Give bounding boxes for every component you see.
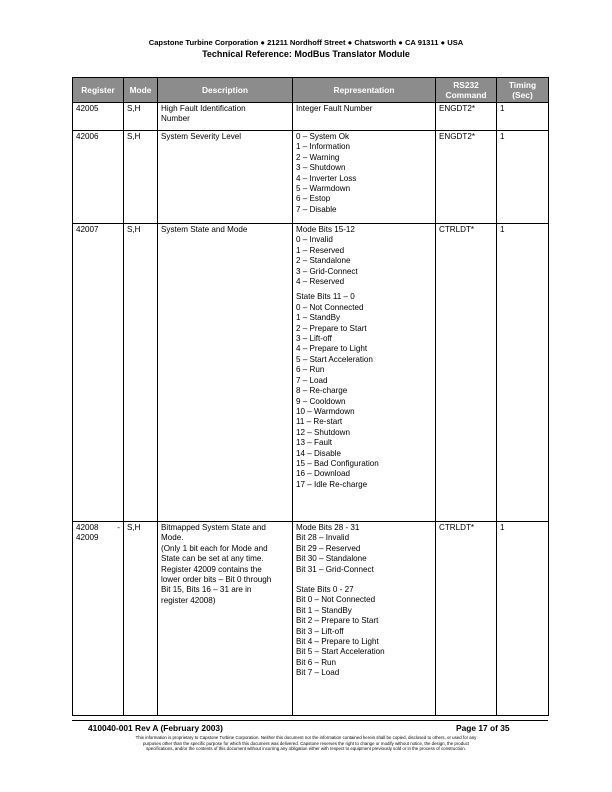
mode-cell: S,H <box>124 224 158 522</box>
timing-cell: 1 <box>497 522 549 716</box>
description-line: Number <box>161 114 190 124</box>
description-line: Register 42009 contains the <box>161 564 262 574</box>
command-cell: ENGDT2* <box>436 103 497 131</box>
col-header-mode: Mode <box>124 78 158 103</box>
representation-line: 4 – Reserved <box>296 277 345 287</box>
mode-bits-heading: Mode Bits 15-12 <box>296 225 355 234</box>
representation-line: Bit 3 – Lift-off <box>296 626 344 636</box>
description-line: register 42008) <box>161 595 216 605</box>
representation-line: Integer Fault Number <box>296 104 373 113</box>
col-header-timing <box>497 78 549 103</box>
representation-line: 14 – Disable <box>296 448 341 458</box>
representation-line: 16 – Download <box>296 469 350 479</box>
description-line: Bitmapped System State and <box>161 523 266 532</box>
proprietary-notice <box>96 735 516 752</box>
command-cell: ENGDT2* <box>436 131 497 224</box>
representation-line: Bit 4 – Prepare to Light <box>296 637 379 647</box>
table-header-row <box>73 78 549 103</box>
representation-line: Bit 7 – Load <box>296 668 340 678</box>
representation-line: 2 – Standalone <box>296 256 351 266</box>
timing-unit-label: (Sec) <box>512 90 533 100</box>
representation-line: Bit 28 – Invalid <box>296 533 350 543</box>
table-row <box>73 224 549 522</box>
representation-line: 5 – Warmdown <box>296 184 351 194</box>
description-line: State can be set at any time. <box>161 554 264 564</box>
footer-divider <box>72 720 548 721</box>
command-cell: CTRLDT* <box>436 522 497 716</box>
notice-line: This information is proprietary to Capstone Turbine Corporation. Neither this document nor the information contained herein shall be copied, disclosed to others, or used for any <box>135 735 477 740</box>
register-end: 42009 <box>76 533 99 543</box>
notice-line: specifications, and/or the contents of this document without incurring any obligation either with respect to equipment previously sold or in the process of construction. <box>146 746 466 752</box>
representation-line: 2 – Warning <box>296 152 340 162</box>
representation-line: 1 – Reserved <box>296 245 345 255</box>
representation-line: 17 – Idle Re-charge <box>296 479 368 489</box>
register-range-dash: - <box>117 523 120 532</box>
representation-line: 15 – Bad Configuration <box>296 458 379 468</box>
representation-cell <box>293 522 436 716</box>
representation-line: 13 – Fault <box>296 438 332 448</box>
description-line: Bit 15, Bits 16 – 31 are in <box>161 585 252 595</box>
representation-line: 3 – Shutdown <box>296 163 346 173</box>
representation-cell <box>293 103 436 131</box>
representation-line: Bit 29 – Reserved <box>296 543 361 553</box>
mode-cell: S,H <box>124 103 158 131</box>
table-row <box>73 103 549 131</box>
representation-line: Bit 5 – Start Acceleration <box>296 647 385 657</box>
representation-cell <box>293 224 436 522</box>
representation-line: Bit 6 – Run <box>296 657 337 667</box>
col-header-rs232-command <box>436 78 497 103</box>
command-label: Command <box>445 90 487 100</box>
representation-line: 4 – Prepare to Light <box>296 344 368 354</box>
description-cell <box>158 131 293 224</box>
description-line: System Severity Level <box>161 132 242 141</box>
command-cell: CTRLDT* <box>436 224 497 522</box>
representation-line: Bit 0 – Not Connected <box>296 595 376 605</box>
notice-line: purposes other than the specific purpose for which this document was delivered. Capstone reserves the right to change or modify without notice, the design, the product <box>142 740 470 746</box>
description-line: High Fault Identification <box>161 104 246 113</box>
description-cell <box>158 103 293 131</box>
representation-line: 9 – Cooldown <box>296 396 346 406</box>
representation-line: Bit 2 – Prepare to Start <box>296 616 379 626</box>
company-header: Capstone Turbine Corporation ● 21211 Nordhoff Street ● Chatsworth ● CA 91311 ● USA <box>148 38 464 47</box>
representation-line: 1 – StandBy <box>296 313 341 323</box>
representation-line: 8 – Re-charge <box>296 386 348 396</box>
description-line: (Only 1 bit each for Mode and <box>161 543 268 553</box>
table-row <box>73 522 549 716</box>
representation-line: Bit 31 – Grid-Connect <box>296 564 374 574</box>
representation-line: 5 – Start Acceleration <box>296 354 373 364</box>
page-number: Page 17 of 35 <box>456 723 510 733</box>
state-bits-heading: State Bits 0 - 27 <box>296 585 354 595</box>
register-start: 42008 <box>76 523 99 532</box>
representation-line: Bit 1 – StandBy <box>296 605 352 615</box>
register-table <box>72 77 549 716</box>
timing-cell: 1 <box>497 103 549 131</box>
representation-line: 7 – Disable <box>296 204 337 214</box>
mode-bits-heading: Mode Bits 28 - 31 <box>296 523 360 532</box>
representation-line: 4 – Inverter Loss <box>296 173 357 183</box>
representation-line: 0 – System Ok <box>296 132 350 141</box>
col-header-description: Description <box>158 78 293 103</box>
description-cell <box>158 522 293 716</box>
representation-line: 11 – Re-start <box>296 417 343 427</box>
representation-line: 6 – Estop <box>296 194 331 204</box>
col-header-register: Register <box>73 78 124 103</box>
representation-line: 3 – Grid-Connect <box>296 266 358 276</box>
col-header-representation: Representation <box>293 78 436 103</box>
register-cell: 42005 <box>73 103 124 131</box>
representation-line: 0 – Invalid <box>296 235 333 245</box>
representation-cell <box>293 131 436 224</box>
table-row <box>73 131 549 224</box>
representation-line: 7 – Load <box>296 375 328 385</box>
timing-cell: 1 <box>497 224 549 522</box>
register-cell: 42006 <box>73 131 124 224</box>
representation-line: 10 – Warmdown <box>296 406 355 416</box>
mode-cell: S,H <box>124 522 158 716</box>
register-cell: 42007 <box>73 224 124 522</box>
mode-cell: S,H <box>124 131 158 224</box>
description-line: lower order bits – Bit 0 through <box>161 575 272 585</box>
state-bits-heading: State Bits 11 – 0 <box>296 292 355 302</box>
description-line: Mode. <box>161 533 184 543</box>
timing-cell: 1 <box>497 131 549 224</box>
representation-line: 3 – Lift-off <box>296 334 332 344</box>
description-line: System State and Mode <box>161 225 248 234</box>
document-revision: 410040-001 Rev A (February 2003) <box>88 723 223 733</box>
timing-label: Timing <box>508 80 537 90</box>
representation-line: 1 – Information <box>296 142 350 152</box>
representation-line: Bit 30 – Standalone <box>296 554 367 564</box>
register-cell <box>73 522 124 716</box>
description-cell <box>158 224 293 522</box>
representation-line: 12 – Shutdown <box>296 427 351 437</box>
document-title: Technical Reference: ModBus Translator Module <box>202 49 410 59</box>
representation-line: 6 – Run <box>296 365 325 375</box>
representation-line: 0 – Not Connected <box>296 302 364 312</box>
rs232-label: RS232 <box>453 80 479 90</box>
representation-line: 2 – Prepare to Start <box>296 323 367 333</box>
